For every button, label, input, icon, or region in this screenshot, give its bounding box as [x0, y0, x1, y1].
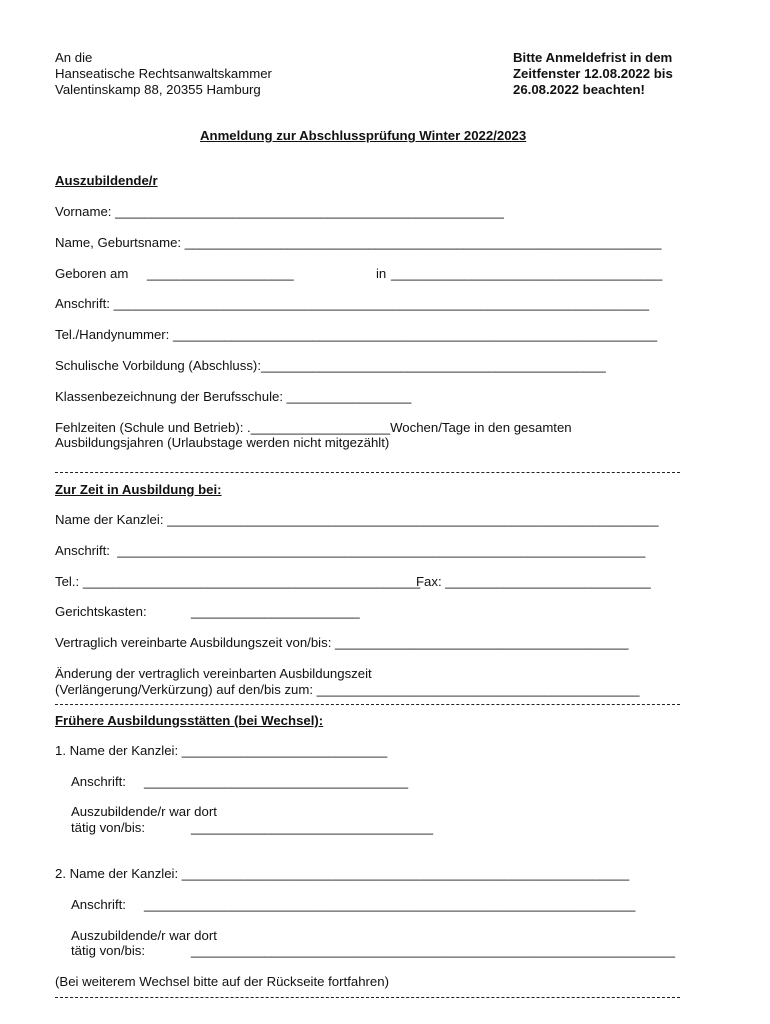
birth-name-field[interactable]: Name, Geburtsname: _________________________________________________________________	[55, 235, 662, 250]
absence-note: Ausbildungsjahren (Urlaubstage werden nicht mitgezählt)	[55, 435, 390, 450]
current-firm-address-field[interactable]: Anschrift: ________________________________________________________________________	[55, 543, 646, 558]
deadline-notice-line-3: 26.08.2022 beachten!	[513, 82, 645, 97]
trainee-phone-field[interactable]: Tel./Handynummer: __________________________________________________________________	[55, 327, 658, 342]
former-firm-2-address-field[interactable]: ___________________________________________________________________	[144, 897, 636, 912]
address-line-3: Valentinskamp 88, 20355 Hamburg	[55, 82, 261, 97]
birth-date-label: Geboren am	[55, 266, 129, 281]
deadline-notice-line-2: Zeitfenster 12.08.2022 bis	[513, 66, 673, 81]
trainee-address-field[interactable]: Anschrift: _________________________________________________________________________	[55, 296, 650, 311]
period-change-field[interactable]: (Verlängerung/Verkürzung) auf den/bis zum: ____________________________________________	[55, 682, 640, 697]
training-period-field[interactable]: Vertraglich vereinbarte Ausbildungszeit von/bis: ________________________________________	[55, 635, 629, 650]
section-divider	[55, 704, 680, 705]
section-divider	[55, 472, 680, 473]
current-training-heading: Zur Zeit in Ausbildung bei:	[55, 482, 222, 497]
former-firm-2-employment-label: Auszubildende/r war dort	[71, 928, 217, 943]
period-change-label: Änderung der vertraglich vereinbarten Ausbildungszeit	[55, 666, 372, 681]
current-firm-phone-field[interactable]: Tel.: ______________________________________________	[55, 574, 421, 589]
former-firm-1-period-label: tätig von/bis:	[71, 820, 146, 835]
birth-place-label: in	[376, 266, 387, 281]
former-firm-2-period-label: tätig von/bis:	[71, 943, 146, 958]
current-firm-name-field[interactable]: Name der Kanzlei: ___________________________________________________________________	[55, 512, 659, 527]
former-firm-2-address-label: Anschrift:	[71, 897, 126, 912]
class-name-field[interactable]: Klassenbezeichnung der Berufsschule: _________________	[55, 389, 412, 404]
current-firm-fax-field[interactable]: Fax: ____________________________	[416, 574, 651, 589]
trainee-heading: Auszubildende/r	[55, 173, 158, 188]
former-firm-1-address-label: Anschrift:	[71, 774, 126, 789]
form-title: Anmeldung zur Abschlussprüfung Winter 2022/2023	[200, 128, 527, 143]
birth-place-field[interactable]: _____________________________________	[391, 266, 663, 281]
former-firm-1-name-field[interactable]: 1. Name der Kanzlei: ____________________________	[55, 743, 388, 758]
former-firm-2-period-field[interactable]: __________________________________________________________________	[191, 943, 676, 958]
former-firm-1-period-field[interactable]: _________________________________	[191, 820, 434, 835]
address-line-2: Hanseatische Rechtsanwaltskammer	[55, 66, 272, 81]
former-firm-1-employment-label: Auszubildende/r war dort	[71, 804, 217, 819]
continue-note: (Bei weiterem Wechsel bitte auf der Rückseite fortfahren)	[55, 974, 389, 989]
deadline-notice-line-1: Bitte Anmeldefrist in dem	[513, 50, 673, 65]
absence-field[interactable]: Fehlzeiten (Schule und Betrieb): .___________________Wochen/Tage in den gesamten	[55, 420, 572, 435]
former-sites-heading: Frühere Ausbildungsstätten (bei Wechsel):	[55, 713, 324, 728]
former-firm-1-address-field[interactable]: ____________________________________	[144, 774, 409, 789]
first-name-field[interactable]: Vorname: _____________________________________________________	[55, 204, 504, 219]
birth-date-field[interactable]: ____________________	[147, 266, 294, 281]
former-firm-2-name-field[interactable]: 2. Name der Kanzlei: _____________________________________________________________	[55, 866, 630, 881]
court-box-label: Gerichtskasten:	[55, 604, 147, 619]
court-box-field[interactable]: _______________________	[191, 604, 360, 619]
section-divider	[55, 997, 680, 998]
school-education-field[interactable]: Schulische Vorbildung (Abschluss):_______________________________________________	[55, 358, 606, 373]
address-line-1: An die	[55, 50, 93, 65]
